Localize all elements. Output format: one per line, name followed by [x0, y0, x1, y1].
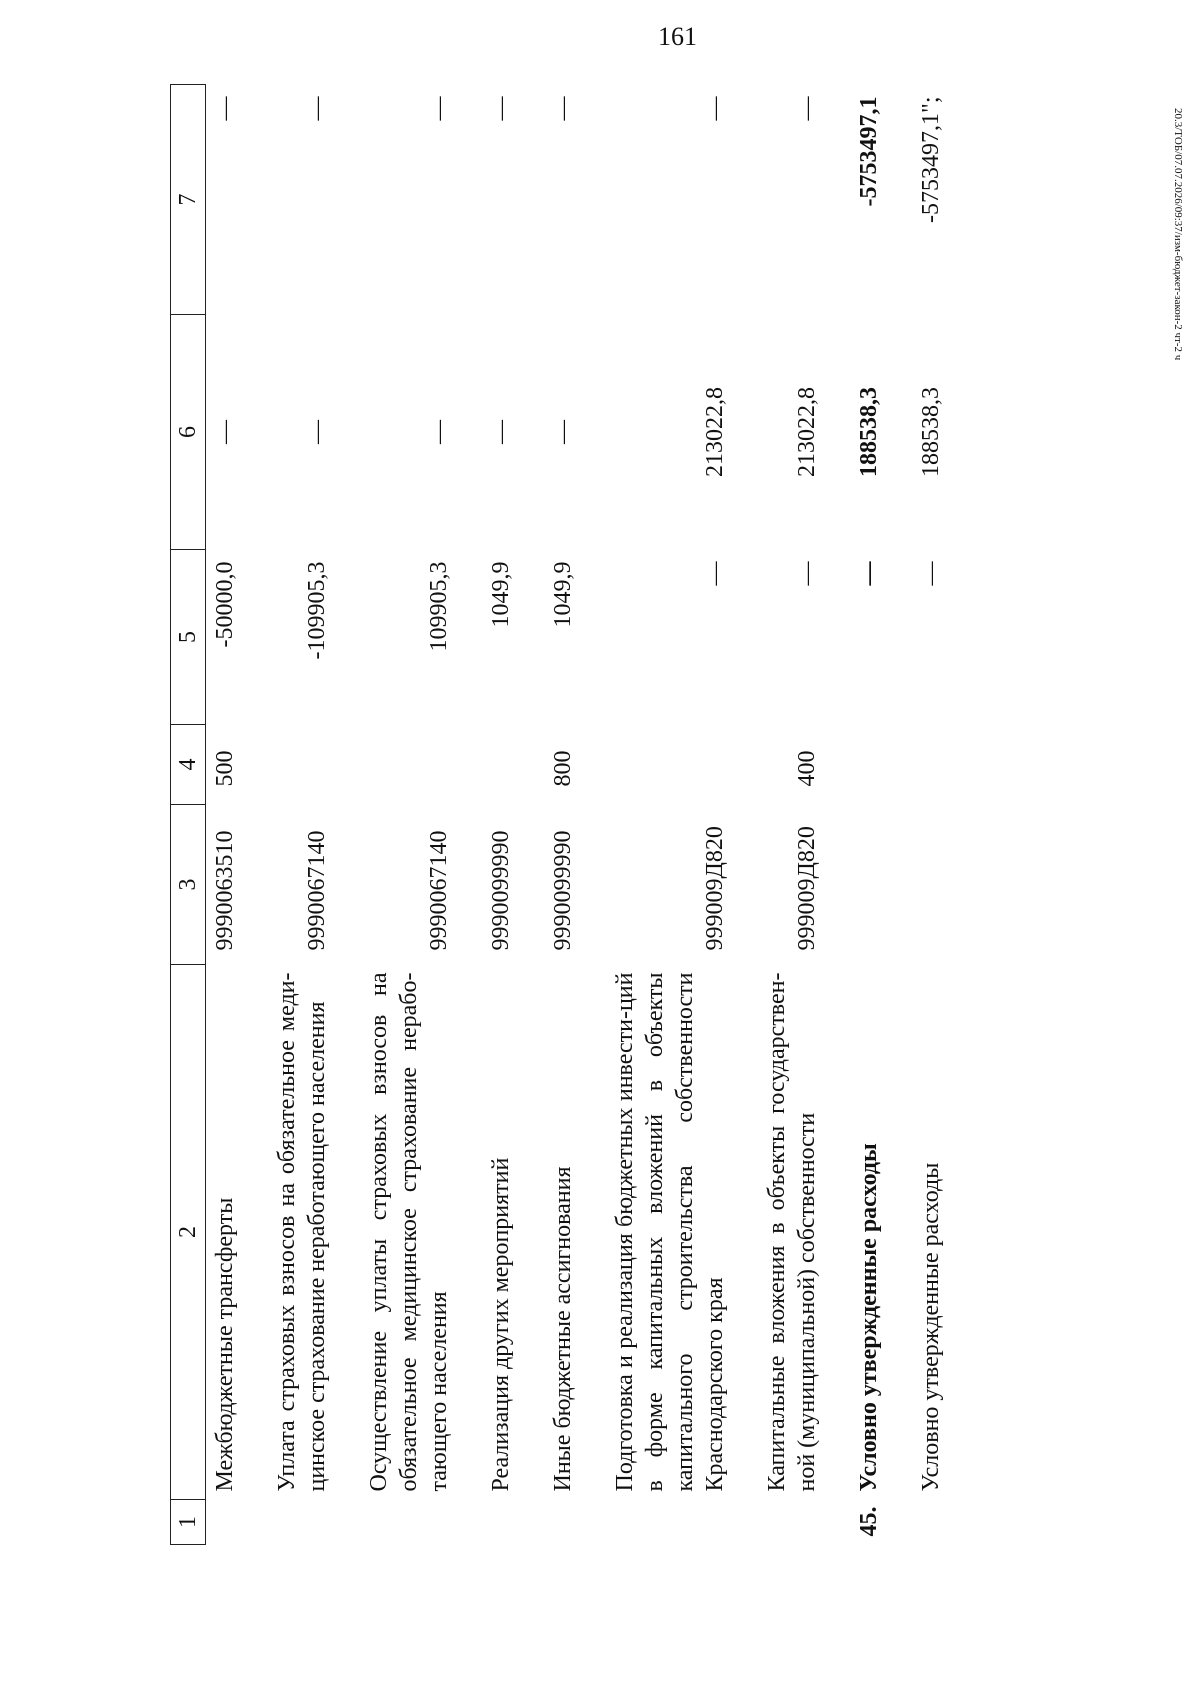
row-value6-cell: —	[212, 420, 238, 444]
row-value7-cell: —	[702, 96, 728, 121]
row-value6-cell: —	[304, 420, 330, 444]
row-name-cell: Иные бюджетные ассигнования	[550, 1166, 576, 1492]
row-kvr-cell	[884, 725, 946, 805]
header-row	[171, 85, 206, 1545]
row-name-cell: Подготовка и реализация бюджетных инвести-ций в форме капитальных вложений в объекты капитального строительства собственности Краснодарского края	[612, 972, 728, 1492]
table-row	[578, 85, 730, 1545]
row-number-cell	[884, 1500, 946, 1545]
row-value6-cell: —	[488, 420, 514, 444]
row-number-cell	[516, 1500, 578, 1545]
row-value5-cell: 1049,9	[488, 561, 514, 628]
header-cell: 1	[171, 1500, 206, 1545]
row-name-cell: Уплата страховых взносов на обязательное меди-цинское страхование неработающего населения	[274, 972, 330, 1492]
row-value5-cell: -109905,3	[304, 561, 330, 660]
row-value7-cell: —	[488, 96, 514, 121]
row-number-cell	[240, 1500, 332, 1545]
row-code-cell: 9990067140	[304, 830, 330, 951]
row-name-cell: Межбюджетные трансферты	[212, 1197, 238, 1492]
row-value5-cell: -50000,0	[212, 561, 238, 648]
row-number-cell	[578, 1500, 730, 1545]
row-kvr-cell: 800	[550, 750, 576, 787]
row-name-cell: Реализация других мероприятий	[488, 1157, 514, 1492]
row-kvr-cell	[332, 725, 454, 805]
row-code-cell: 9990099990	[488, 830, 514, 951]
row-value6-cell: —	[550, 420, 576, 444]
rotated-table-container	[170, 85, 1050, 1545]
row-kvr-cell: 500	[212, 750, 238, 787]
row-number-cell	[332, 1500, 454, 1545]
row-value5-cell: —	[794, 561, 820, 586]
budget-table	[170, 84, 946, 1545]
row-code-cell: 999009Д820	[794, 826, 820, 951]
row-code-cell	[822, 805, 884, 965]
table-row	[206, 85, 241, 1545]
row-code-cell: 999009Д820	[702, 826, 728, 951]
header-cell: 3	[171, 805, 206, 965]
row-name-cell: Осуществление уплаты страховых взносов на обязательное медицинское страхование нерабо-тающего населения	[366, 972, 452, 1492]
row-value5-cell: —	[918, 561, 944, 586]
row-value7-cell: —	[426, 96, 452, 121]
table-row	[240, 85, 332, 1545]
row-kvr-cell	[822, 725, 884, 805]
row-number-cell	[454, 1500, 516, 1545]
row-name-cell: Условно утвержденные расходы	[918, 1162, 944, 1492]
row-value7-cell: —	[304, 96, 330, 121]
row-kvr-cell	[240, 725, 332, 805]
row-kvr-cell	[454, 725, 516, 805]
header-cell: 7	[171, 85, 206, 315]
row-code-cell: 9990067140	[426, 830, 452, 951]
row-value6-cell: 188538,3	[856, 387, 882, 477]
table-row	[730, 85, 822, 1545]
row-value5-cell: 1049,9	[550, 561, 576, 628]
row-value7-cell: -5753497,1	[856, 96, 882, 207]
header-cell: 5	[171, 550, 206, 725]
table-row	[516, 85, 578, 1545]
table-row	[454, 85, 516, 1545]
header-cell: 6	[171, 315, 206, 550]
row-value7-cell: —	[550, 96, 576, 121]
row-value6-cell: —	[426, 420, 452, 444]
row-code-cell: 9990099990	[550, 830, 576, 951]
row-value6-cell: 213022,8	[794, 387, 820, 477]
page-number: 161	[658, 22, 697, 51]
row-value7-cell: -5753497,1";	[918, 96, 944, 223]
row-name-cell: Капитальные вложения в объекты государствен-ной (муниципальной) собственности	[764, 972, 820, 1492]
footer-stamp: 20.3/ТОБ/07.07.2026/09:37/изм-бюджет-закон-2 чт-2 ч	[1172, 108, 1184, 361]
row-number-cell: 45.	[856, 1506, 882, 1537]
table-row	[884, 85, 946, 1545]
row-number-cell	[206, 1500, 241, 1545]
row-kvr-cell: 400	[794, 750, 820, 787]
row-value5-cell: —	[702, 561, 728, 586]
header-cell: 4	[171, 725, 206, 805]
table-body	[206, 85, 947, 1545]
header-cell: 2	[171, 965, 206, 1500]
row-name-cell: Условно утвержденные расходы	[856, 1143, 882, 1492]
row-value7-cell: —	[794, 96, 820, 121]
row-code-cell	[884, 805, 946, 965]
table-row	[332, 85, 454, 1545]
row-kvr-cell	[578, 725, 730, 805]
row-value7-cell: —	[212, 96, 238, 121]
table-row	[822, 85, 884, 1545]
row-code-cell: 9990063510	[212, 830, 238, 951]
row-value5-cell: —	[856, 561, 882, 586]
row-value6-cell: 213022,8	[702, 387, 728, 477]
row-number-cell	[730, 1500, 822, 1545]
row-value6-cell: 188538,3	[918, 387, 944, 477]
row-value5-cell: 109905,3	[426, 561, 452, 652]
